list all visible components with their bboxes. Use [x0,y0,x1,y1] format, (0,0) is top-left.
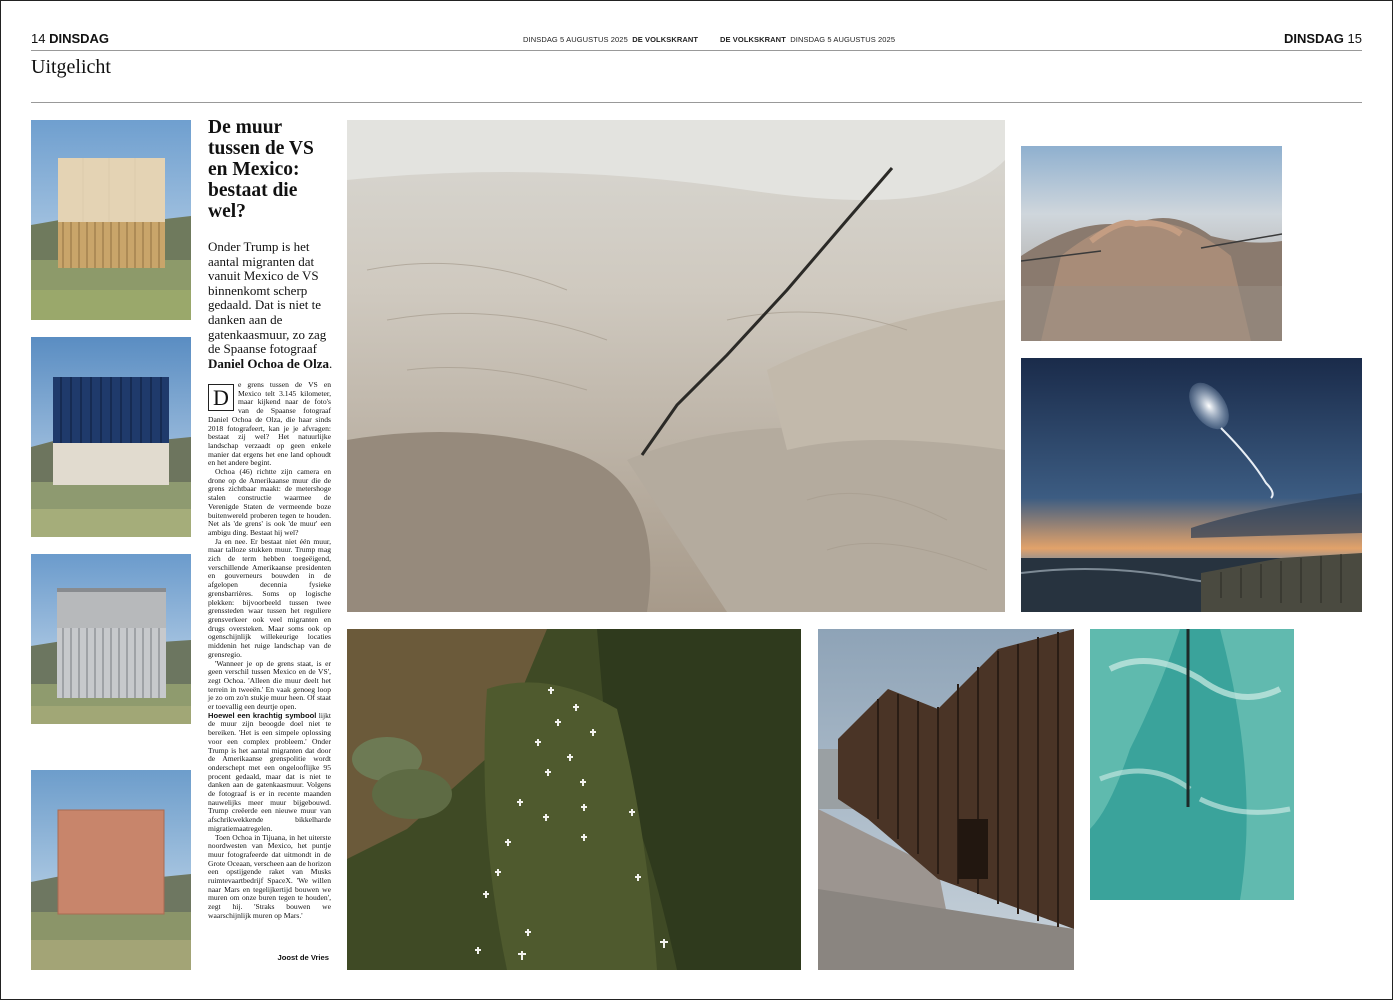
lead-text: Onder Trump is het aantal migranten dat vanuit Mexico de VS binnenkomt scherp gedaald. Dat is niet te danken aan de gatenkaasmuur, zo zag de Spaanse fotograaf [208,239,327,357]
right-paper: DE VOLKSKRANT [720,35,786,44]
paragraph-5: Hoewel een krachtig symbool lijkt de muur zijn beoogde doel niet te bereiken. 'Het is een simpele oplossing voor een complex probleem.' Onder Trump is het aantal migranten dat door de Amerikaanse grenspolitie wordt onderschept met een ongelooflijke 95 procent gedaald, maar dat is niet te danken aan de gatenkaasmuur. Volgens de fotograaf is er in recente maanden nauwelijks meer muur bijgebouwd. Trump creëerde een nieuwe muur van afschrikwekkende bikkelharde migratiemaatregelen. [208,710,332,833]
right-page-number: 15 [1347,31,1362,46]
right-day: DINSDAG [1283,31,1344,46]
left-day: DINSDAG [49,31,110,46]
left-date-line [523,35,698,44]
aerial-desert-wall-photo [347,120,1005,612]
graves-hillside-photo [347,629,801,970]
header-rule [31,50,1362,51]
left-date: DINSDAG 5 AUGUSTUS 2025 [523,35,628,44]
drop-cap: D [208,384,234,411]
article-lead [208,240,336,371]
right-date-line [720,35,895,44]
left-page-header [31,31,109,46]
subhead: Hoewel een krachtig symbool [208,710,317,720]
left-paper: DE VOLKSKRANT [632,35,699,44]
paragraph-3: Ja en nee. Er bestaat niet één muur, maar talloze stukken muur. Trump mag zich de term hebben toegeëigend, verschillende Amerikaanse presidenten en gouverneurs bouwden in de afgelopen decennia fysieke grensbarrières. Soms op logische plekken: bijvoorbeeld tussen twee grenssteden waar tussen het reguliere grensverkeer ook veel migranten en drugs oversteken. Maar soms ook op ogenschijnlijk willekeurige locaties middenin het ruige landschap van de grensregio. [208,536,331,659]
left-page-number: 14 [31,31,46,46]
wall-prototype-photo-1 [31,120,191,320]
right-page-header [1284,31,1362,46]
lead-photographer: Daniel Ochoa de Olza [208,355,329,371]
paragraph-2: Ochoa (46) richtte zijn camera en drone op de Amerikaanse muur die de grens zichtbaar maakt: de metershoge stalen constructie waarmee de Verenigde Staten de vermeende boze buitenwereld proberen tegen te houden. Net als 'de grens' is ook 'de muur' een ambigu ding. Bestaat hij wel? [208,467,331,537]
paragraph-1: D e grens tussen de VS en Mexico telt 3.145 kilometer, maar kijkend naar de foto's van de Spaanse fotograaf Daniel Ochoa de Olza, die haar sinds 2018 fotografeert, kan je je afvragen: bestaat zij wel? Het natuurlijke landschap verzaadt op geen enkele manier dat ergens het ene land ophoudt en het andere begint. [208,380,331,468]
steel-bollard-wall-photo [818,629,1074,970]
paragraph-4: 'Wanneer je op de grens staat, is er geen verschil tussen Mexico en de VS', zegt Ochoa. 'Alleen die muur deelt het terrein in tweeën.' En vaak genoeg loop je zo om zo'n stukje muur heen. Of staat er toevallig een deurtje open. [208,658,331,712]
article-headline: De muur tussen de VS en Mexico: bestaat die wel? [208,117,314,222]
wall-prototype-photo-2 [31,337,191,537]
lead-end: . [328,355,333,371]
ocean-aerial-photo [1090,629,1294,900]
wall-prototype-photo-4 [31,770,191,970]
article-body [208,381,331,921]
paragraph-6: Toen Ochoa in Tijuana, in het uiterste noordwesten van Mexico, het puntje muur fotografeerde dat uitmondt in de Grote Oceaan, verscheen aan de horizon een opstijgende raket van Musks ruimtevaartbedrijf SpaceX. 'We willen naar Mars en tegelijkertijd bouwen we muren om onze buren tegen te houden', zegt hij. 'Straks bouwen we waarschijnlijk muren op Mars.' [208,832,331,920]
section-rule [31,102,1362,103]
ocean-rocket-photo [1021,358,1362,612]
wall-prototype-photo-3 [31,554,191,724]
right-date: DINSDAG 5 AUGUSTUS 2025 [790,35,896,44]
mountain-aerial-photo [1021,146,1282,341]
section-title: Uitgelicht [31,56,111,78]
author-byline: Joost de Vries [277,953,329,962]
